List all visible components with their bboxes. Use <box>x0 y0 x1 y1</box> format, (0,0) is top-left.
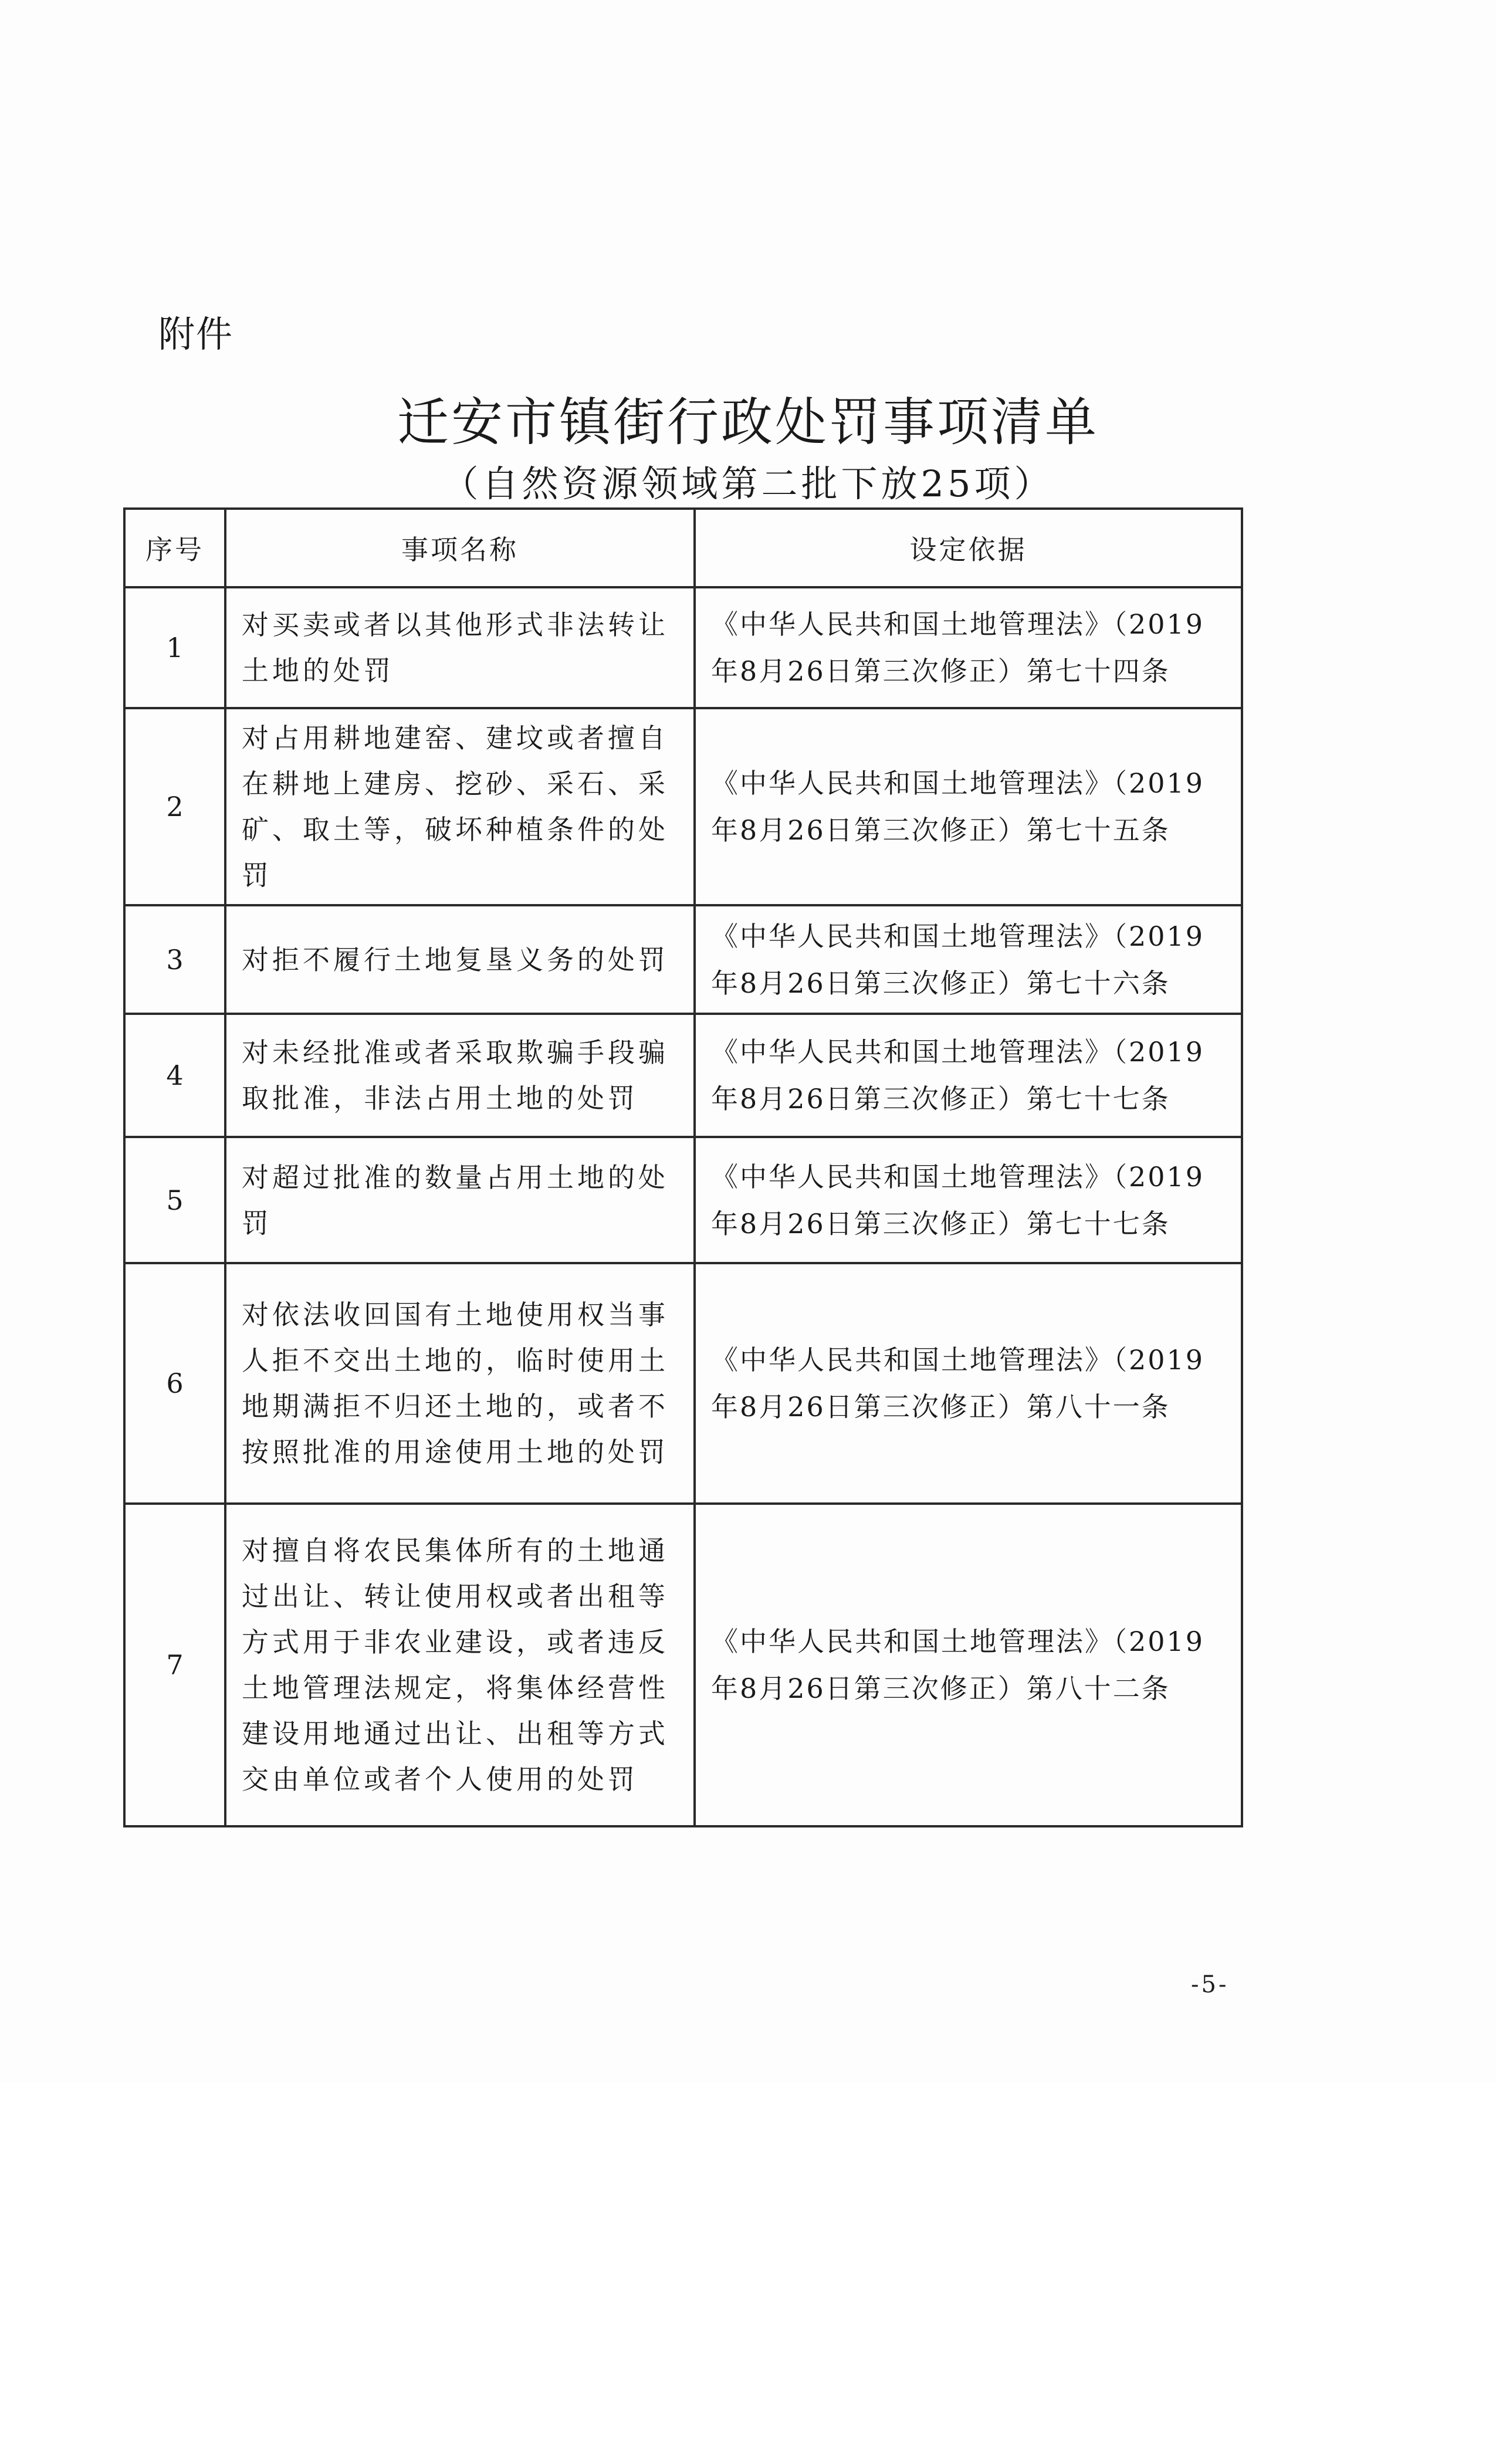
legal-basis: 《中华人民共和国土地管理法》（2019年8月26日第三次修正）第七十七条 <box>695 1014 1242 1137</box>
item-name: 对未经批准或者采取欺骗手段骗取批准，非法占用土地的处罚 <box>225 1014 695 1137</box>
item-name: 对占用耕地建窑、建坟或者擅自在耕地上建房、挖砂、采石、采矿、取土等，破坏种植条件的处罚 <box>225 708 695 905</box>
attachment-label: 附件 <box>158 313 234 356</box>
row-number: 5 <box>124 1137 225 1263</box>
header-item-name: 事项名称 <box>225 509 695 587</box>
legal-basis: 《中华人民共和国土地管理法》（2019年8月26日第三次修正）第七十六条 <box>695 905 1242 1014</box>
table-row <box>124 1504 1242 1826</box>
item-name: 对依法收回国有土地使用权当事人拒不交出土地的，临时使用土地期满拒不归还土地的，或者不按照批准的用途使用土地的处罚 <box>225 1263 695 1504</box>
legal-basis: 《中华人民共和国土地管理法》（2019年8月26日第三次修正）第八十二条 <box>695 1504 1242 1826</box>
table-row <box>124 708 1242 905</box>
page-number: -5- <box>1191 1971 1229 1998</box>
legal-basis: 《中华人民共和国土地管理法》（2019年8月26日第三次修正）第八十一条 <box>695 1263 1242 1504</box>
row-number: 6 <box>124 1263 225 1504</box>
row-number: 2 <box>124 708 225 905</box>
header-number: 序号 <box>124 509 225 587</box>
penalty-items-table <box>123 507 1243 1827</box>
table-row <box>124 1263 1242 1504</box>
legal-basis: 《中华人民共和国土地管理法》（2019年8月26日第三次修正）第七十七条 <box>695 1137 1242 1263</box>
table-row <box>124 1137 1242 1263</box>
item-name: 对买卖或者以其他形式非法转让土地的处罚 <box>225 587 695 708</box>
row-number: 3 <box>124 905 225 1014</box>
row-number: 4 <box>124 1014 225 1137</box>
item-name: 对擅自将农民集体所有的土地通过出让、转让使用权或者出租等方式用于非农业建设，或者违反土地管理法规定，将集体经营性建设用地通过出让、出租等方式交由单位或者个人使用的处罚 <box>225 1504 695 1826</box>
row-number: 7 <box>124 1504 225 1826</box>
table-header-row <box>124 509 1242 587</box>
document-title: 迁安市镇街行政处罚事项清单 <box>397 392 1099 452</box>
table-row <box>124 905 1242 1014</box>
document-subtitle: （自然资源领域第二批下放25项） <box>442 462 1054 505</box>
table-row <box>124 587 1242 708</box>
blank-area <box>0 2083 1496 2464</box>
legal-basis: 《中华人民共和国土地管理法》（2019年8月26日第三次修正）第七十四条 <box>695 587 1242 708</box>
table-row <box>124 1014 1242 1137</box>
header-legal-basis: 设定依据 <box>695 509 1242 587</box>
row-number: 1 <box>124 587 225 708</box>
legal-basis: 《中华人民共和国土地管理法》（2019年8月26日第三次修正）第七十五条 <box>695 708 1242 905</box>
item-name: 对拒不履行土地复垦义务的处罚 <box>225 905 695 1014</box>
item-name: 对超过批准的数量占用土地的处罚 <box>225 1137 695 1263</box>
